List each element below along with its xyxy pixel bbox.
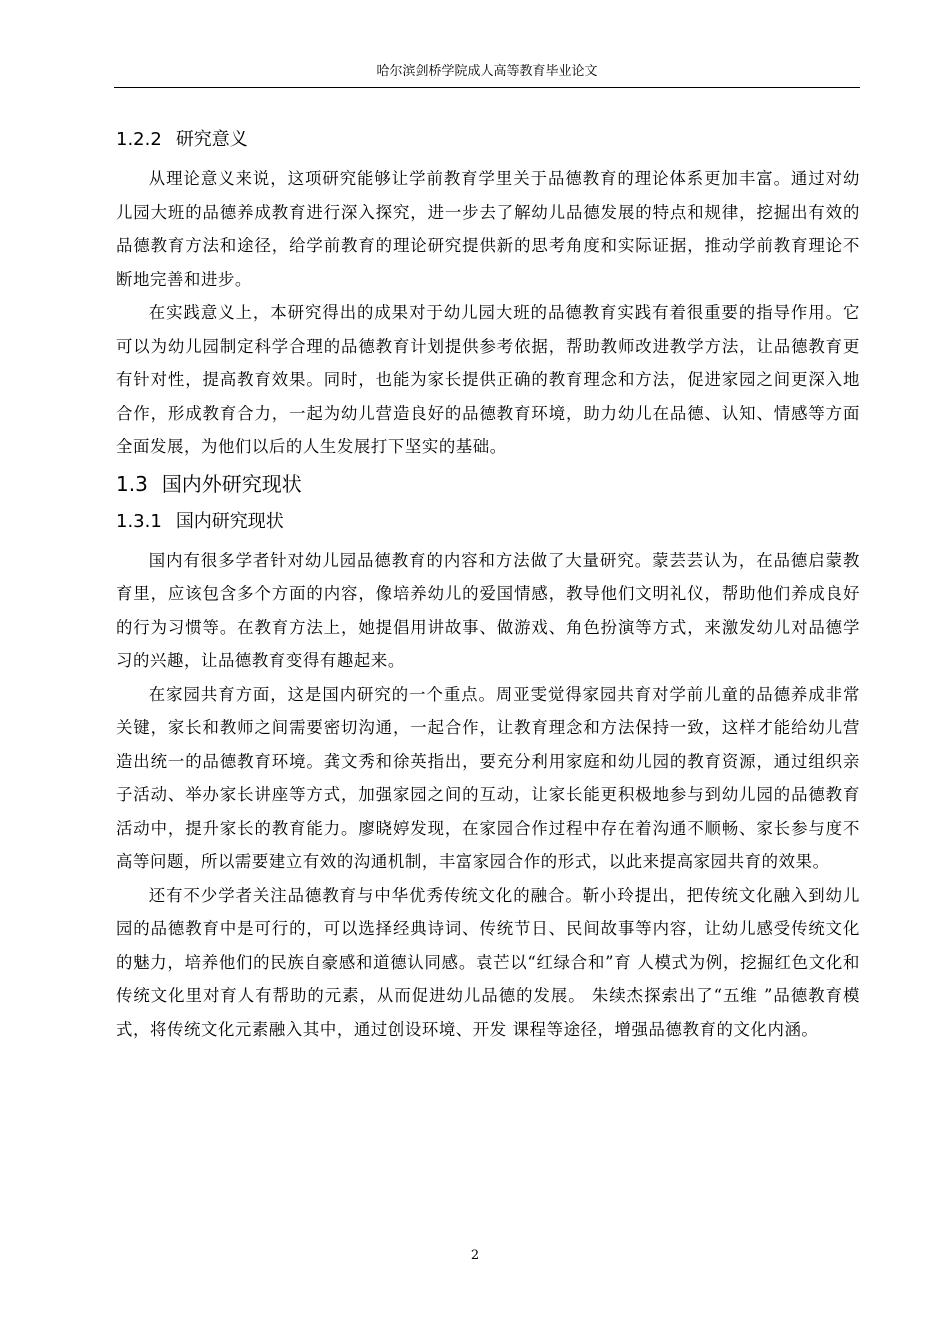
paragraph-practice: 在实践意义上，本研究得出的成果对于幼儿园大班的品德教育实践有着很重要的指导作用。它可以为幼儿园制定科学合理的品德教育计划提供参考依据，帮助教师改进教学方法，让品德教育更有针对性，提高教育效果。同时，也能为家长提供正确的教育理念和方法，促进家园之间更深入地合作，形成教育合力，一起为幼儿营造良好的品德教育环境，助力幼儿在品德、认知、情感等方面全面发展，为他们以后的人生发展打下坚实的基础。	[116, 303, 860, 456]
heading-1-3	[116, 466, 860, 502]
heading-1-2-2	[116, 124, 860, 156]
heading-1-3-1	[116, 506, 860, 538]
paragraph-home-school: 在家园共育方面，这是国内研究的一个重点。周亚雯觉得家园共育对学前儿童的品德养成非常关键，家长和教师之间需要密切沟通，一起合作，让教育理念和方法保持一致，这样才能给幼儿营造出统一的品德教育环境。龚文秀和徐英指出，要充分利用家庭和幼儿园的教育资源，通过组织亲子活动、举办家长讲座等方式，加强家园之间的互动，让家长能更积极地参与到幼儿园的品德教育活动中，提升家长的教育能力。廖晓婷发现，在家园合作过程中存在着沟通不顺畅、家长参与度不高等问题，所以需要建立有效的沟通机制，丰富家园合作的形式，以此来提高家园共育的效果。	[116, 684, 860, 871]
paragraph-traditional-culture: 还有不少学者关注品德教育与中华优秀传统文化的融合。靳小玲提出，把传统文化融入到幼儿园的品德教育中是可行的，可以选择经典诗词、传统节日、民间故事等内容，让幼儿感受传统文化的魅力，培养他们的民族自豪感和道德认同感。袁芒以“红绿合和”育 人模式为例，挖掘红色文化和传统文化里对育人有帮助的元素，从而促进幼儿品德的发展。 朱续杰探索出了“五维 ”品德教育模式，将传统文化元素融入其中，通过创设环境、开发 课程等途径，增强品德教育的文化内涵。	[116, 885, 860, 1039]
page-number: 2	[470, 1248, 480, 1263]
heading-title: 国内外研究现状	[161, 471, 302, 496]
heading-title: 国内研究现状	[175, 510, 284, 532]
heading-number: 1.3	[116, 471, 148, 496]
paragraph-theory: 从理论意义来说，这项研究能够让学前教育学里关于品德教育的理论体系更加丰富。通过对幼儿园大班的品德养成教育进行深入探究，进一步去了解幼儿品德发展的特点和规律，挖掘出有效的品德教育方法和途径，给学前教育的理论研究提供新的思考角度和实际证据，推动学前教育理论不断地完善和进步。	[116, 169, 860, 289]
heading-number: 1.3.1	[116, 510, 162, 532]
heading-number: 1.2.2	[116, 129, 162, 150]
header-divider	[114, 87, 860, 88]
paragraph-domestic-content: 国内有很多学者针对幼儿园品德教育的内容和方法做了大量研究。蒙芸芸认为，在品德启蒙教育里，应该包含多个方面的内容，像培养幼儿的爱国情感，教导他们文明礼仪，帮助他们养成良好的行为习惯等。在教育方法上，她提倡用讲故事、做游戏、角色扮演等方式，来激发幼儿对品德学习的兴趣，让品德教育变得有趣起来。	[116, 550, 860, 670]
running-header: 哈尔滨剑桥学院成人高等教育毕业论文	[376, 64, 598, 79]
page-body	[116, 124, 860, 1046]
heading-title: 研究意义	[175, 129, 248, 150]
